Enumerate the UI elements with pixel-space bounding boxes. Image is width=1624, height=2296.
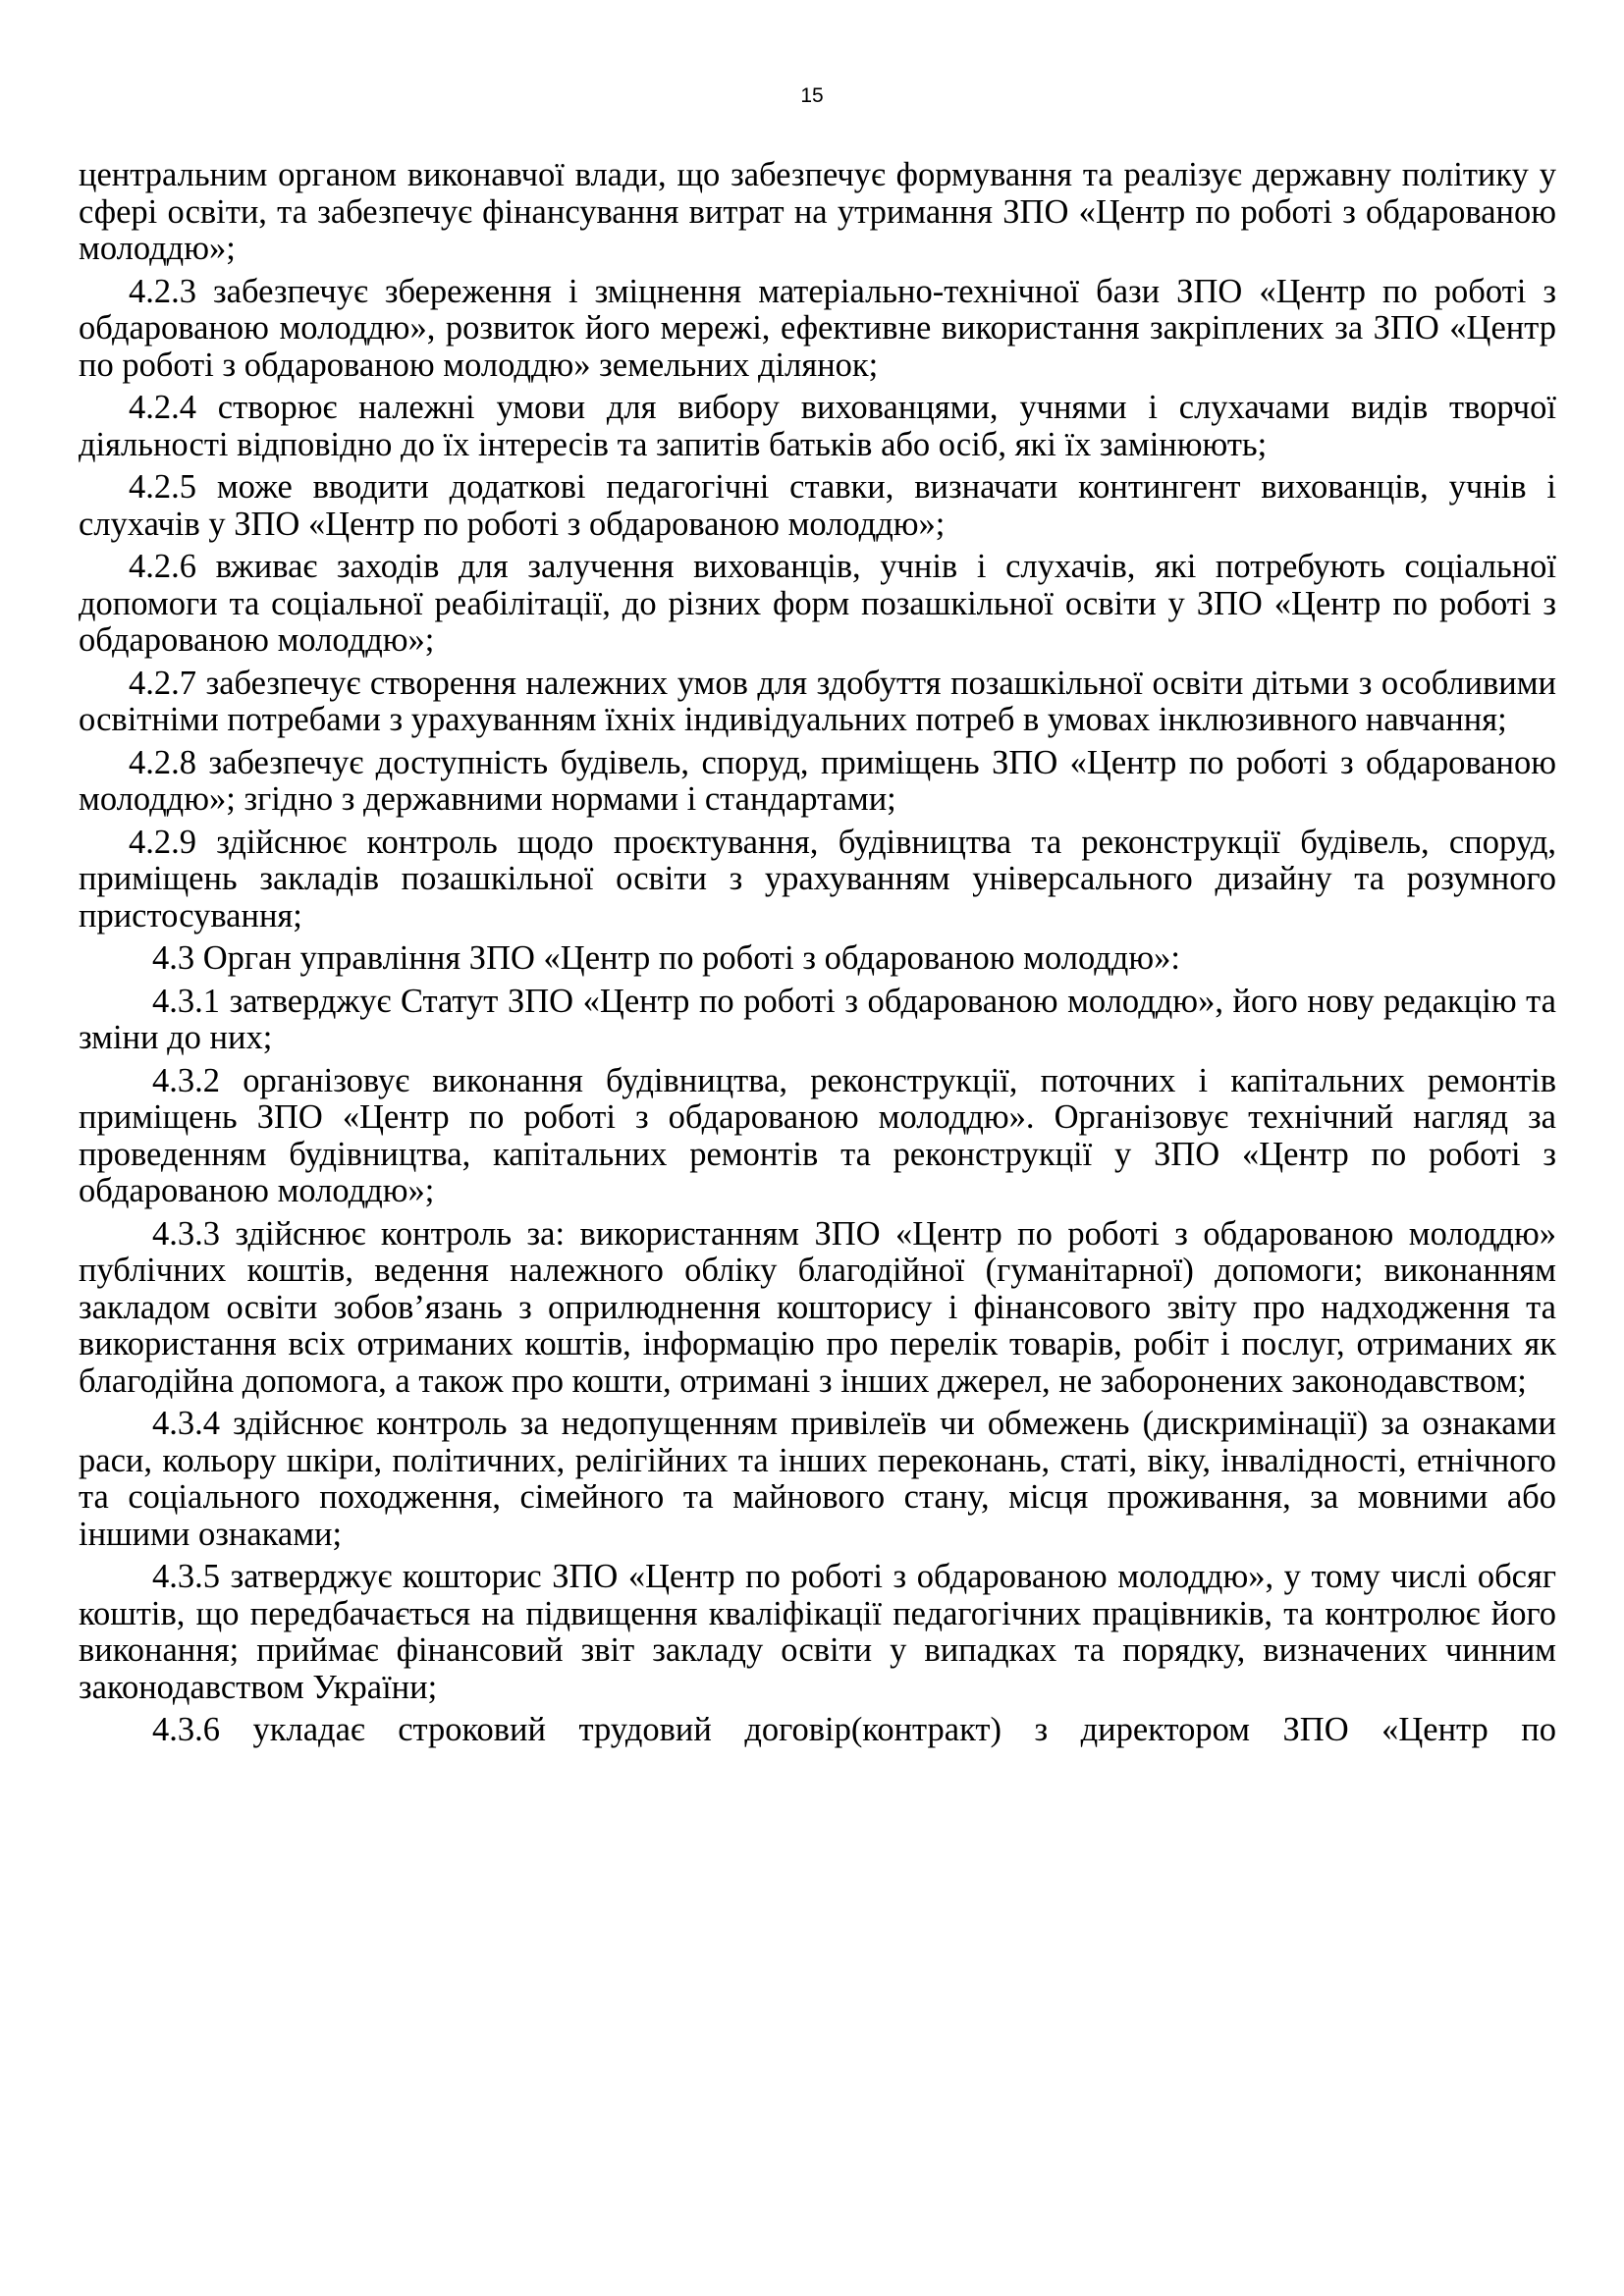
paragraph-4-2-6 xyxy=(79,549,1556,660)
clause-number: 4.3 xyxy=(152,939,195,977)
paragraph-text: центральним органом виконавчої влади, що забезпечує формування та реалізує державну політику у сфері освіти, та забезпечує фінансування витрат на утримання ЗПО «Центр по роботі з обдарованою молоддю»; xyxy=(79,156,1556,267)
clause-number: 4.2.7 xyxy=(129,664,196,702)
paragraph-text: забезпечує збереження і зміцнення матеріально-технічної бази ЗПО «Центр по роботі з обдарованою молоддю», розвиток його мережі, ефективне використання закріплених за ЗПО «Центр по роботі з обдарованою молоддю» земельних ділянок; xyxy=(79,272,1556,384)
paragraph-4-3-1 xyxy=(79,984,1556,1057)
paragraph-continuation xyxy=(79,157,1556,268)
clause-number: 4.2.9 xyxy=(129,823,196,861)
clause-number: 4.2.6 xyxy=(129,548,196,585)
clause-number: 4.2.5 xyxy=(129,468,196,506)
paragraph-4-2-7 xyxy=(79,666,1556,739)
paragraph-text: затверджує Статут ЗПО «Центр по роботі з обдарованою молоддю», його нову редакцію та зміни до них; xyxy=(79,982,1556,1056)
paragraph-text: вживає заходів для залучення вихованців, учнів і слухачів, які потребують соціальної допомоги та соціальної реабілітації, до різних форм позашкільної освіти у ЗПО «Центр по роботі з обдарованою молоддю»; xyxy=(79,548,1556,659)
paragraph-text: організовує виконання будівництва, реконструкції, поточних і капітальних ремонтів приміщень ЗПО «Центр по роботі з обдарованою молоддю». Організовує технічний нагляд за проведенням будівництва, капітальних ремонтів та реконструкції у ЗПО «Центр по роботі з обдарованою молоддю»; xyxy=(79,1061,1556,1209)
paragraph-text: забезпечує створення належних умов для здобуття позашкільної освіти дітьми з особливими освітніми потребами з урахуванням їхніх індивідуальних потреб в умовах інклюзивного навчання; xyxy=(79,664,1556,738)
clause-number: 4.2.3 xyxy=(129,272,196,310)
paragraph-text: затверджує кошторис ЗПО «Центр по роботі з обдарованою молоддю», у тому числі обсяг коштів, що передбачається на підвищення кваліфікації педагогічних працівників, та контролює його виконання; приймає фінансовий звіт закладу освіти у випадках та порядку, визначених чинним законодавством України; xyxy=(79,1558,1556,1706)
paragraph-text: забезпечує доступність будівель, споруд, приміщень ЗПО «Центр по роботі з обдарованою молоддю»; згідно з державними нормами і стандартами; xyxy=(79,743,1556,818)
paragraph-4-3-2 xyxy=(79,1063,1556,1210)
clause-number: 4.3.6 xyxy=(152,1711,220,1748)
paragraph-4-2-9 xyxy=(79,825,1556,935)
clause-number: 4.3.4 xyxy=(152,1405,220,1442)
paragraph-4-3-6 xyxy=(79,1712,1556,1749)
paragraph-text: здійснює контроль щодо проєктування, будівництва та реконструкції будівель, споруд, приміщень закладів позашкільної освіти з урахуванням універсального дизайну та розумного пристосування; xyxy=(79,823,1556,934)
paragraph-4-2-5 xyxy=(79,469,1556,543)
paragraph-4-3 xyxy=(79,940,1556,978)
paragraph-text: може вводити додаткові педагогічні ставки, визначати контингент вихованців, учнів і слухачів у ЗПО «Центр по роботі з обдарованою молоддю»; xyxy=(79,468,1556,543)
clause-number: 4.2.8 xyxy=(129,743,196,781)
clause-number: 4.3.5 xyxy=(152,1558,220,1595)
paragraph-4-2-4 xyxy=(79,390,1556,463)
paragraph-4-3-4 xyxy=(79,1406,1556,1553)
clause-number: 4.3.3 xyxy=(152,1214,220,1253)
page-number: 15 xyxy=(800,84,824,107)
clause-number: 4.2.4 xyxy=(129,389,196,426)
document-body xyxy=(79,157,1556,1755)
paragraph-4-2-3 xyxy=(79,274,1556,385)
paragraph-text: створює належні умови для вибору вихованцями, учнями і слухачами видів творчої діяльності відповідно до їх інтересів та запитів батьків або осіб, які їх замінюють; xyxy=(79,389,1556,463)
paragraph-text: укладає строковий трудовий договір(контракт) з директором ЗПО «Центр по xyxy=(220,1711,1556,1748)
paragraph-text: здійснює контроль за недопущенням привілеїв чи обмежень (дискримінації) за ознаками раси, кольору шкіри, політичних, релігійних та інших переконань, статі, віку, інвалідності, етнічного та соціального походження, сімейного та майнового стану, місця проживання, за мовними або іншими ознаками; xyxy=(79,1405,1556,1553)
paragraph-4-3-3 xyxy=(79,1216,1556,1401)
paragraph-4-3-5 xyxy=(79,1559,1556,1706)
paragraph-text: Орган управління ЗПО «Центр по роботі з обдарованою молоддю»: xyxy=(194,939,1180,977)
paragraph-4-2-8 xyxy=(79,745,1556,819)
clause-number: 4.3.2 xyxy=(152,1061,220,1099)
paragraph-text: здійснює контроль за: використанням ЗПО «Центр по роботі з обдарованою молоддю» публічних коштів, ведення належного обліку благодійної (гуманітарної) допомоги; виконанням закладом освіти зобов’язань з оприлюднення кошторису і фінансового звіту про надходження та використання всіх отриманих коштів, інформацію про перелік товарів, робіт і послуг, отриманих як благодійна допомога, а також про кошти, отримані з інших джерел, не заборонених законодавством; xyxy=(79,1214,1556,1400)
clause-number: 4.3.1 xyxy=(152,982,220,1020)
